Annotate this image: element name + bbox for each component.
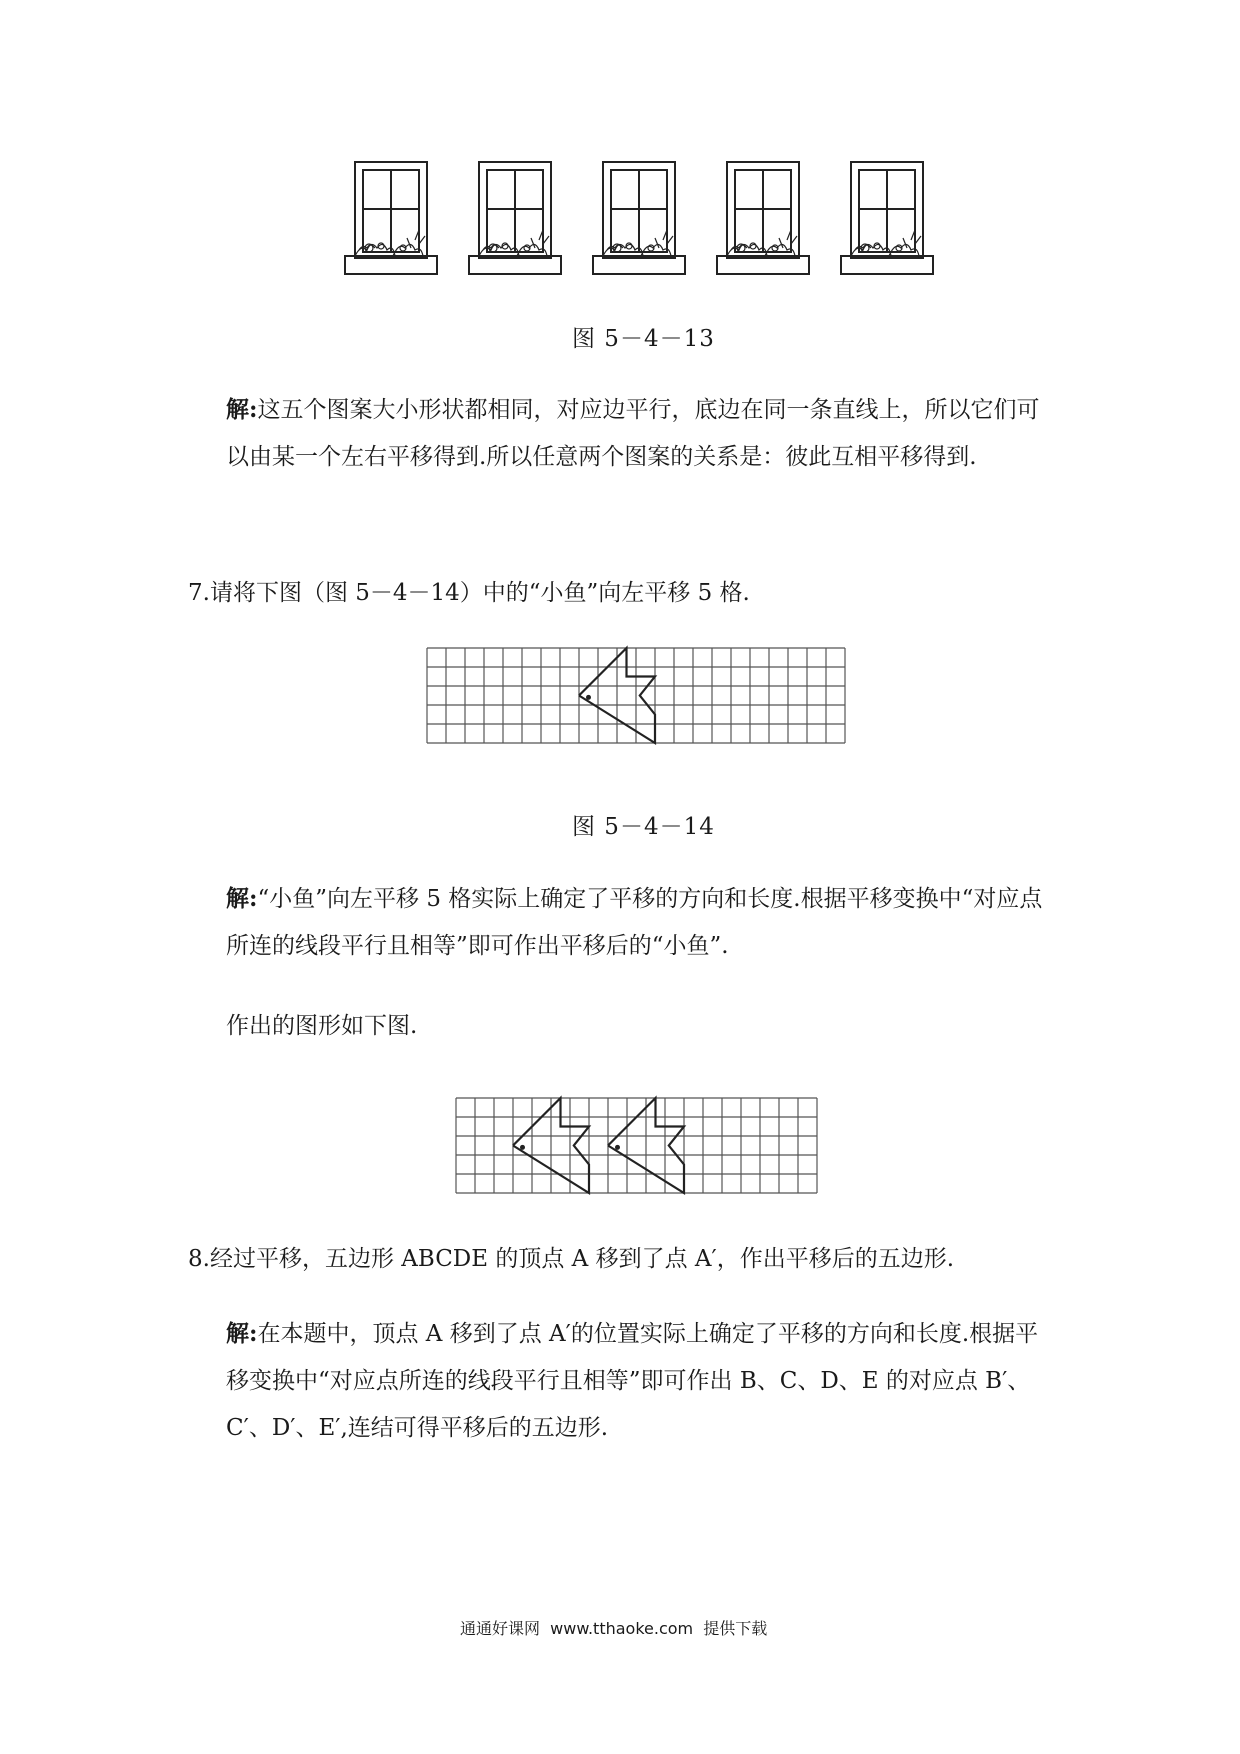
window-drawing xyxy=(469,162,561,274)
question-7: 7.请将下图（图 5－4－14）中的“小鱼”向左平移 5 格. xyxy=(188,580,750,606)
grid-lines xyxy=(427,648,845,743)
fish-eye xyxy=(586,695,591,700)
figure-5-4-14-grid xyxy=(0,640,1240,760)
figure-5-4-13-windows xyxy=(0,0,1240,300)
fish-eye xyxy=(615,1145,620,1150)
grid-lines xyxy=(456,1098,817,1193)
answer-7 xyxy=(226,875,1046,970)
window-drawing xyxy=(345,162,437,274)
answer-8-text: 在本题中，顶点 A 移到了点 A′的位置实际上确定了平移的方向和长度.根据平移变换中“对应点所连的线段平行且相等”即可作出 B、C、D、E 的对应点 B′、C′、D′、E′,连结可得平移后的五边形. xyxy=(226,1321,1039,1441)
answer-7-result-line: 作出的图形如下图. xyxy=(226,1013,418,1039)
answer-label: 解: xyxy=(226,396,258,423)
fish-eye xyxy=(520,1145,525,1150)
window-drawing xyxy=(841,162,933,274)
answer-label: 解: xyxy=(226,885,258,912)
page-footer: 通通好课网 www.tthaoke.com 提供下载 xyxy=(460,1619,768,1638)
window-drawing xyxy=(593,162,685,274)
answer-8 xyxy=(226,1310,1046,1452)
figure-5-4-14-caption: 图 5－4－14 xyxy=(572,814,715,840)
question-8: 8.经过平移，五边形 ABCDE 的顶点 A 移到了点 A′，作出平移后的五边形. xyxy=(188,1246,955,1272)
answer-7-text: “小鱼”向左平移 5 格实际上确定了平移的方向和长度.根据平移变换中“对应点所连的线段平行且相等”即可作出平移后的“小鱼”. xyxy=(226,886,1043,959)
answer-label: 解: xyxy=(226,1320,258,1347)
result-grid xyxy=(0,1090,1240,1210)
answer-6-text: 这五个图案大小形状都相同，对应边平行，底边在同一条直线上，所以它们可以由某一个左右平移得到.所以任意两个图案的关系是：彼此互相平移得到. xyxy=(226,397,1040,470)
figure-5-4-13-caption: 图 5－4－13 xyxy=(572,326,715,352)
window-drawing xyxy=(717,162,809,274)
answer-6 xyxy=(226,386,1046,481)
